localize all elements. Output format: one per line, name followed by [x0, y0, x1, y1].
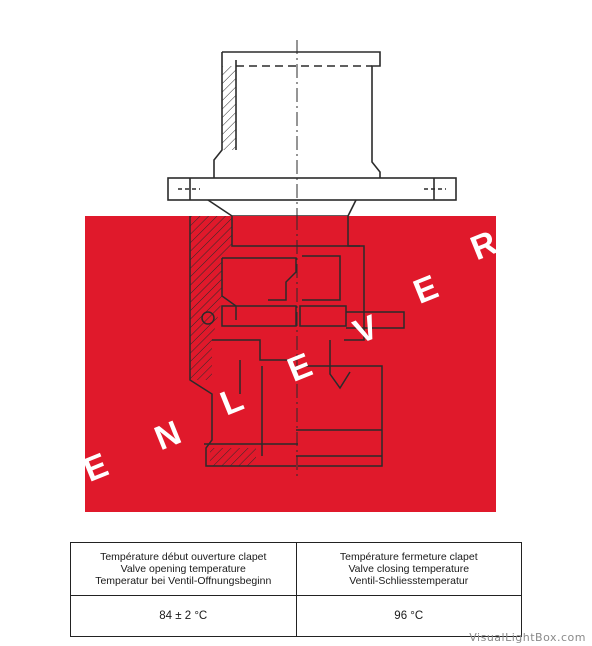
temperature-spec-table [70, 542, 522, 637]
closing-label-de: Ventil-Schliesstemperatur [349, 575, 469, 587]
closing-header-cell [296, 543, 522, 596]
closing-label-en: Valve closing temperature [348, 563, 470, 575]
stamp-letter-e2: E [282, 345, 318, 390]
opening-label-en: Valve opening temperature [120, 563, 246, 575]
table-header-row [71, 543, 522, 596]
opening-value: 84 ± 2 °C [71, 596, 297, 637]
opening-header-cell [71, 543, 297, 596]
watermark-text: VisualLightBox.com [469, 631, 586, 644]
stamp-letter-v: V [348, 307, 384, 352]
hatched-base [210, 448, 256, 466]
stamp-letter-l: L [215, 380, 249, 424]
housing-upper [168, 52, 456, 216]
stamp-letter-n: N [149, 413, 187, 459]
opening-label-fr: Température début ouverture clapet [100, 551, 267, 563]
stamp-letter-r: R [465, 223, 503, 269]
closing-value: 96 °C [296, 596, 522, 637]
opening-label-de: Temperatur bei Ventil-Offnungsbeginn [95, 575, 272, 587]
hatched-wall [222, 66, 236, 150]
table-value-row [71, 596, 522, 637]
stamp-letter-e3: E [408, 267, 444, 312]
stamp-letter-e1: E [78, 445, 114, 490]
closing-label-fr: Température fermeture clapet [339, 551, 478, 563]
